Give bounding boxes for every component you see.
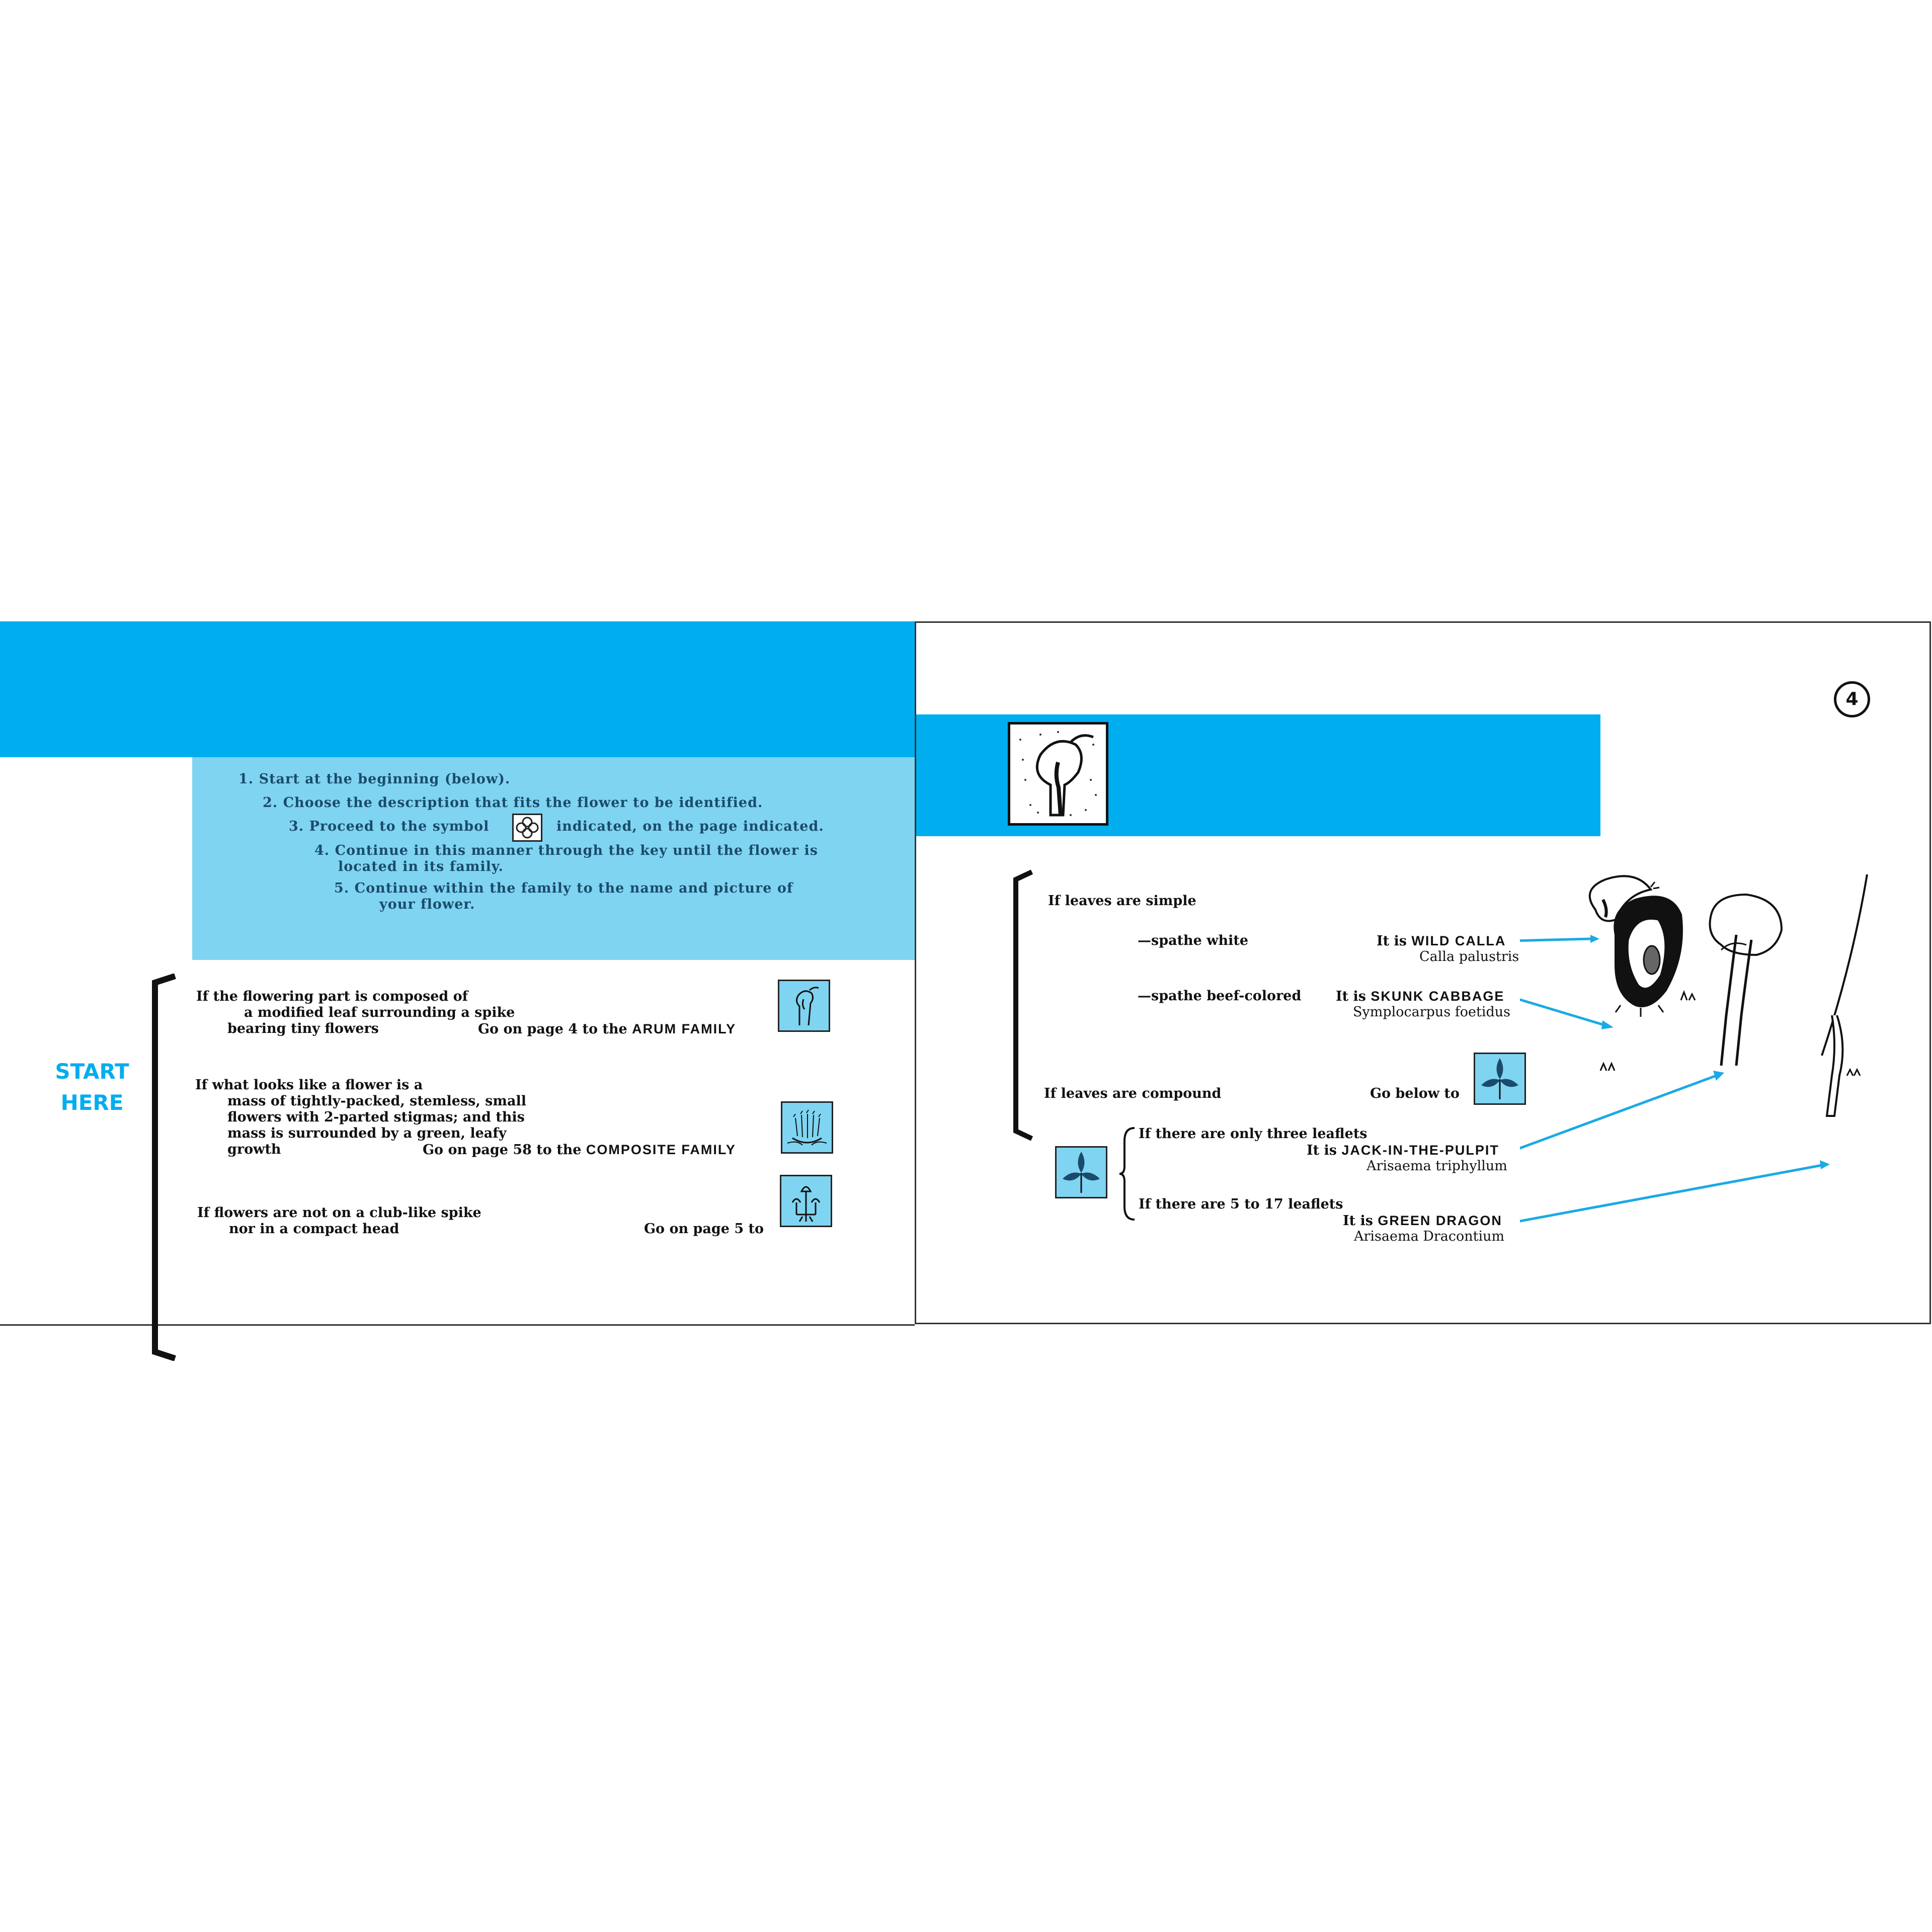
- green-dragon-name: GREEN DRAGON: [1378, 1213, 1502, 1228]
- left-blue-band: [0, 621, 915, 757]
- key2-line2: mass of tightly-packed, stemless, small: [227, 1093, 526, 1109]
- key1-line3: bearing tiny flowers: [227, 1021, 379, 1036]
- wild-calla-latin: Calla palustris: [1419, 949, 1519, 964]
- arrow-head-1: [1590, 935, 1599, 943]
- five-leaflets: If there are 5 to 17 leaflets: [1139, 1196, 1343, 1212]
- instruction-3a: 3. Proceed to the symbol: [289, 819, 490, 834]
- page-number: 4: [1834, 681, 1870, 717]
- jack-in-the-pulpit-name: JACK-IN-THE-PULPIT: [1341, 1143, 1499, 1158]
- leaves-compound: If leaves are compound: [1044, 1086, 1222, 1101]
- here-label: HERE: [60, 1090, 124, 1115]
- skunk-cabbage-line: [1336, 988, 1504, 1005]
- skunk-cabbage-latin: Symplocarpus foetidus: [1353, 1004, 1511, 1020]
- instruction-2: 2. Choose the description that fits the flower to be identified.: [263, 795, 763, 811]
- spathe-beef: —spathe beef-colored: [1138, 988, 1302, 1004]
- other-flowers-symbol-icon[interactable]: [780, 1175, 832, 1227]
- leaves-simple: If leaves are simple: [1048, 893, 1196, 909]
- small-brace: [1117, 1126, 1138, 1222]
- right-page: [915, 621, 1931, 1324]
- key3-line1: If flowers are not on a club-like spike: [197, 1205, 481, 1221]
- arrow-head-4: [1820, 1160, 1830, 1169]
- instructions-box: [192, 757, 915, 960]
- instruction-3b: indicated, on the page indicated.: [556, 819, 824, 834]
- arrow-dragon: [1520, 1165, 1822, 1223]
- skunk-cabbage-illustration: [1615, 897, 1695, 1017]
- arrow-head-3: [1713, 1071, 1724, 1081]
- left-page: [0, 621, 915, 1326]
- trifoliate-leaf-icon-2: [1055, 1146, 1107, 1198]
- dragon-prefix: It is: [1343, 1213, 1373, 1229]
- instruction-1: 1. Start at the beginning (below).: [238, 771, 511, 787]
- key2-line3: flowers with 2-parted stigmas; and this: [227, 1109, 525, 1125]
- arum-family-emblem-icon: [1008, 722, 1108, 826]
- arum-symbol-icon[interactable]: [778, 980, 830, 1032]
- book-spread: [0, 621, 1932, 1324]
- arrow-wild-calla: [1520, 939, 1590, 941]
- composite-symbol-icon[interactable]: [781, 1101, 833, 1154]
- instruction-4a: 4. Continue in this manner through the key until the flower is: [314, 843, 818, 858]
- dragon-line: [1343, 1213, 1502, 1229]
- right-bracket: [1007, 869, 1037, 1141]
- key1-goto[interactable]: [478, 1021, 736, 1037]
- go-below[interactable]: Go below to: [1370, 1086, 1460, 1101]
- pointer-arrows: [1520, 935, 1830, 1223]
- left-bracket: [140, 974, 180, 1361]
- green-dragon-illustration: [1822, 874, 1867, 1116]
- key2-line5: growth: [227, 1142, 281, 1157]
- skunk-prefix: It is: [1336, 989, 1366, 1004]
- spathe-white: —spathe white: [1138, 933, 1249, 948]
- plant-illustrations: [1520, 864, 1922, 1247]
- key3-goto[interactable]: Go on page 5 to: [644, 1221, 764, 1237]
- key1-line2: a modified leaf surrounding a spike: [244, 1005, 515, 1020]
- key2-goto[interactable]: [423, 1142, 736, 1158]
- arum-family-link[interactable]: ARUM FAMILY: [632, 1021, 737, 1036]
- wild-calla-name: WILD CALLA: [1411, 933, 1506, 948]
- trifoliate-leaf-icon[interactable]: [1474, 1053, 1526, 1105]
- key1-goto-text: Go on page 4 to the: [478, 1021, 627, 1037]
- dragon-latin: Arisaema Dracontium: [1354, 1229, 1505, 1244]
- arrow-skunk: [1520, 997, 1605, 1025]
- arrow-head-2: [1601, 1020, 1614, 1029]
- wild-calla-prefix: It is: [1377, 933, 1407, 949]
- instruction-5b: your flower.: [379, 897, 475, 912]
- key3-line2: nor in a compact head: [229, 1221, 399, 1237]
- instruction-4b: located in its family.: [338, 859, 504, 874]
- instruction-5a: 5. Continue within the family to the name and picture of: [334, 880, 793, 896]
- jack-prefix: It is: [1307, 1143, 1337, 1158]
- key2-line1: If what looks like a flower is a: [195, 1077, 423, 1093]
- composite-family-link[interactable]: COMPOSITE FAMILY: [586, 1142, 736, 1157]
- skunk-cabbage-name: SKUNK CABBAGE: [1371, 989, 1505, 1004]
- jack-line: [1307, 1142, 1499, 1159]
- jack-latin: Arisaema triphyllum: [1366, 1158, 1507, 1174]
- key2-goto-text: Go on page 58 to the: [423, 1142, 582, 1158]
- four-petal-symbol-icon: [512, 814, 542, 842]
- wild-calla-line: [1377, 933, 1506, 949]
- key1-line1: If the flowering part is composed of: [196, 989, 468, 1004]
- arrow-jack: [1520, 1076, 1716, 1151]
- start-label: START: [55, 1059, 129, 1084]
- key2-line4: mass is surrounded by a green, leafy: [227, 1125, 507, 1141]
- three-leaflets: If there are only three leaflets: [1139, 1126, 1367, 1142]
